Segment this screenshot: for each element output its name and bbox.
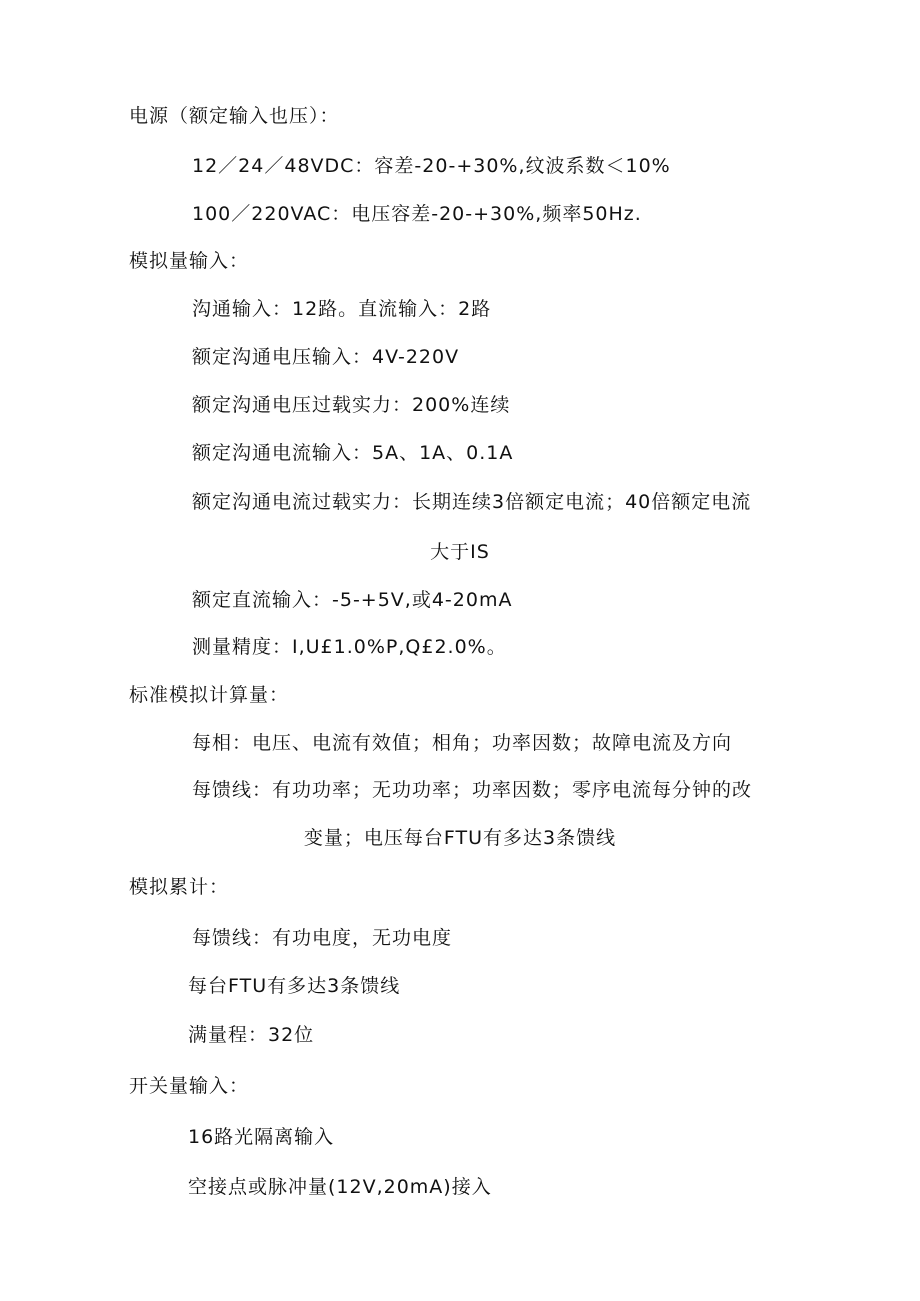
section-heading-analog-accumulation: 模拟累计：: [129, 876, 230, 898]
analog-dc-input: 额定直流输入：-5-+5V,或4-20mA: [192, 589, 513, 611]
analog-current-overload: 额定沟通电流过载实力：长期连续3倍额定电流；40倍额定电流: [192, 491, 752, 513]
analog-measurement-accuracy: 测量精度：I,U£1.0%P,Q£2.0%。: [192, 636, 507, 658]
section-heading-analog-input: 模拟量输入：: [129, 250, 250, 272]
section-heading-switch-input: 开关量输入：: [129, 1075, 250, 1097]
power-ac-line: 100／220VAC：电压容差-20-+30%,频率50Hz.: [192, 203, 642, 225]
calc-per-phase: 每相：电压、电流有效值；相角；功率因数；故障电流及方向: [192, 732, 733, 754]
calc-per-feeder: 每馈线：有功功率；无功功率；功率因数；零序电流每分钟的改: [192, 779, 753, 801]
calc-per-feeder-continued: 变量；电压每台FTU有多达3条馈线: [303, 827, 617, 849]
analog-voltage-overload: 额定沟通电压过载实力：200%连续: [192, 394, 511, 416]
section-heading-power: 电源（额定输入也压）：: [129, 105, 340, 127]
analog-current-overload-continued: 大于IS: [430, 541, 490, 563]
accum-full-scale: 满量程：32位: [188, 1024, 315, 1046]
switch-contact-pulse: 空接点或脉冲量(12V,20mA)接入: [188, 1176, 492, 1198]
switch-optical-inputs: 16路光隔离输入: [188, 1126, 335, 1148]
analog-rated-voltage: 额定沟通电压输入：4V-220V: [192, 346, 460, 368]
analog-rated-current: 额定沟通电流输入：5A、1A、0.1A: [192, 442, 514, 464]
section-heading-standard-analog-calc: 标准模拟计算量：: [129, 684, 290, 706]
power-dc-line: 12／24／48VDC：容差-20-+30%,纹波系数＜10%: [192, 155, 671, 177]
accum-per-feeder: 每馈线：有功电度，无功电度: [192, 927, 453, 949]
accum-feeder-count: 每台FTU有多达3条馈线: [188, 975, 401, 997]
analog-input-channels: 沟通输入：12路。直流输入：2路: [192, 298, 492, 320]
